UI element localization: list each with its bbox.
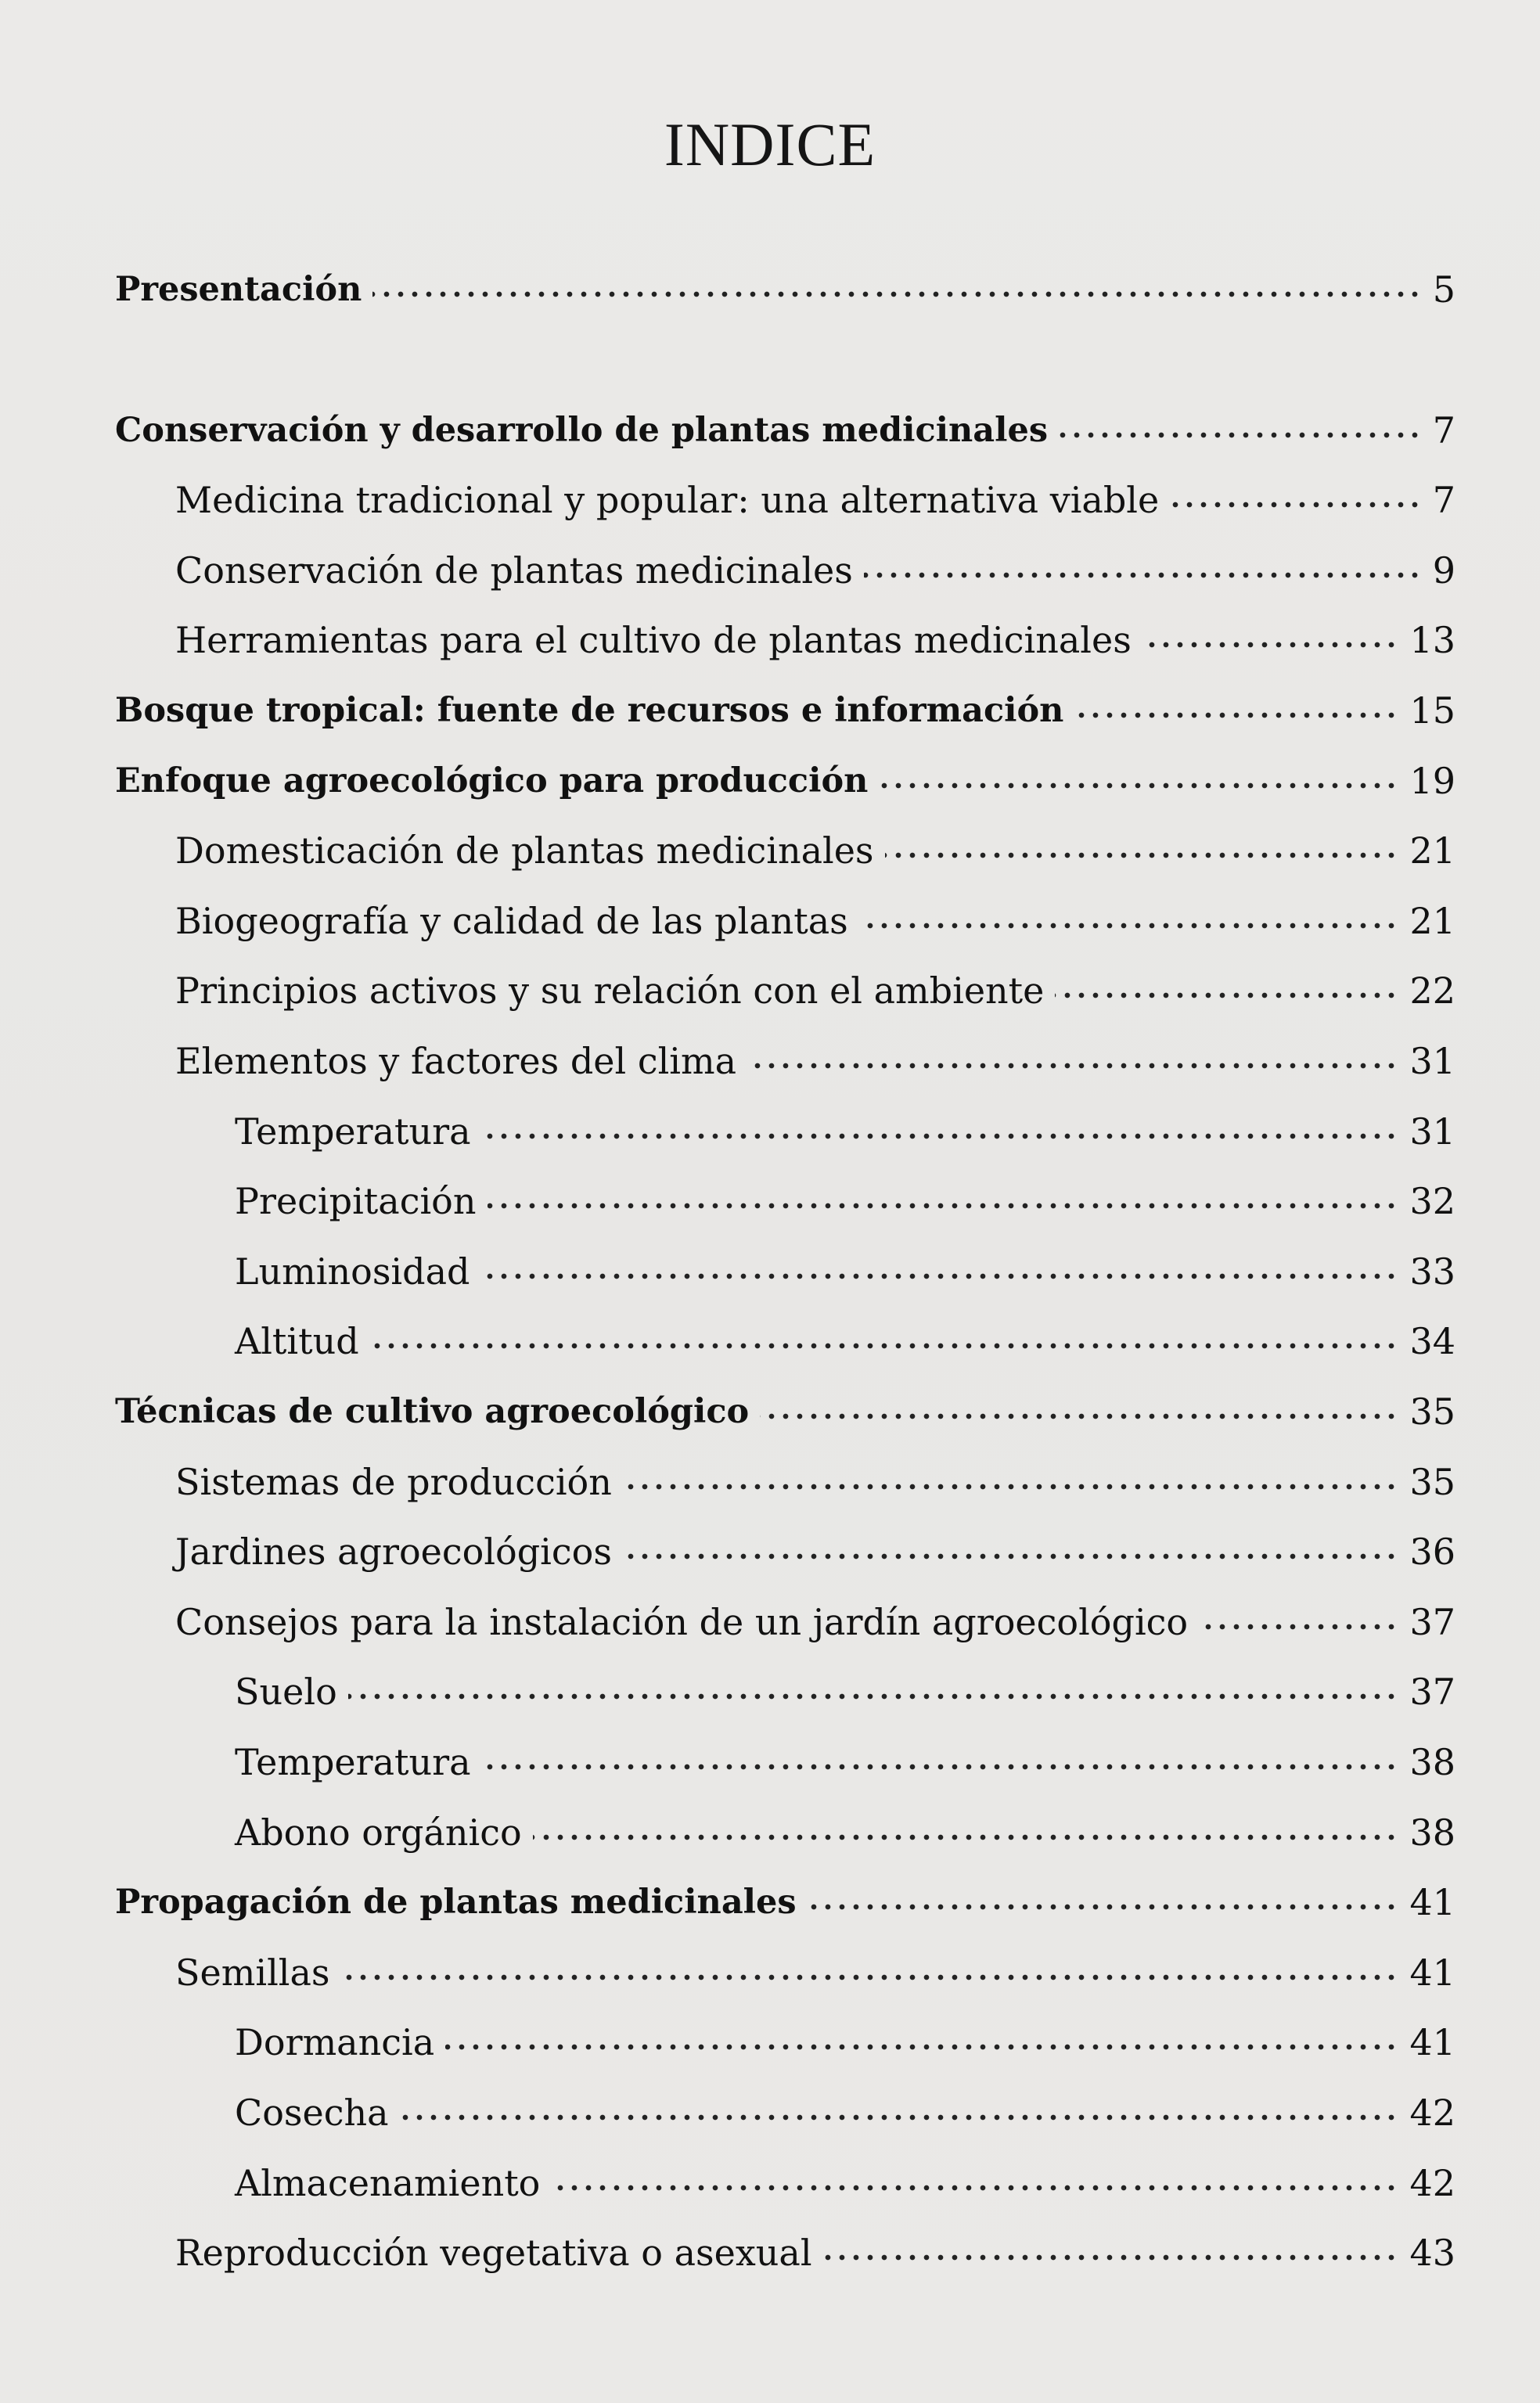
toc-entry[interactable] (0, 1314, 1540, 1369)
toc-entry[interactable] (0, 754, 1540, 808)
dot-leader (823, 2241, 1398, 2263)
toc-page-number: 7 (1432, 479, 1455, 521)
toc-entry[interactable] (0, 1595, 1540, 1649)
dot-leader (482, 1120, 1398, 1142)
dot-leader (480, 1260, 1398, 1282)
toc-entry-title: Medicina tradicional y popular: una alternativa viable (175, 479, 1160, 521)
dot-leader (1199, 1610, 1398, 1632)
index-title: INDICE (664, 110, 876, 178)
toc-page-number: 41 (1409, 2021, 1455, 2063)
toc-page-number: 21 (1409, 829, 1455, 872)
toc-page-number: 41 (1409, 1952, 1455, 1994)
toc-entry-title: Temperatura (235, 1110, 471, 1153)
toc-entry-title: Temperatura (235, 1741, 471, 1783)
toc-entry-title: Domesticación de plantas medicinales (175, 829, 874, 872)
toc-entry-title: Propagación de plantas medicinales (115, 1883, 797, 1922)
toc-entry-title: Cosecha (235, 2092, 389, 2134)
dot-leader (1170, 488, 1422, 510)
toc-entry[interactable] (0, 2225, 1540, 2280)
toc-entry-title: Biogeografía y calidad de las plantas (175, 900, 848, 942)
dot-leader (533, 1821, 1398, 1843)
toc-page-number: 5 (1432, 268, 1455, 311)
toc-entry[interactable] (0, 1384, 1540, 1439)
toc-page-number: 35 (1409, 1461, 1455, 1503)
toc-entry[interactable] (0, 2015, 1540, 2070)
toc-entry-title: Consejos para la instalación de un jardín agroecológico (175, 1601, 1189, 1643)
toc-entry[interactable] (0, 2085, 1540, 2140)
toc-entry-title: Conservación de plantas medicinales (175, 549, 853, 592)
toc-page-number: 31 (1409, 1040, 1455, 1082)
toc-entry[interactable] (0, 1735, 1540, 1790)
dot-leader (445, 2031, 1398, 2052)
toc-entry-title: Almacenamiento (235, 2162, 541, 2204)
toc-entry-title: Presentación (115, 270, 362, 309)
dot-leader (885, 839, 1398, 861)
toc-entry-title: Suelo (235, 1671, 337, 1713)
toc-entry-title: Reproducción vegetativa o asexual (175, 2232, 812, 2274)
toc-page-number: 37 (1409, 1601, 1455, 1643)
dot-leader (1074, 699, 1398, 721)
toc-entry[interactable] (0, 1875, 1540, 1930)
toc-page-number: 31 (1409, 1110, 1455, 1153)
toc-entry[interactable] (0, 1244, 1540, 1299)
toc-page-number: 21 (1409, 900, 1455, 942)
dot-leader (400, 2101, 1398, 2123)
toc-entry-title: Altitud (235, 1320, 359, 1362)
dot-leader (1055, 979, 1398, 1001)
toc-entry[interactable] (0, 1104, 1540, 1159)
toc-entry[interactable] (0, 262, 1540, 317)
toc-entry-title: Abono orgánico (235, 1811, 522, 1854)
toc-page-number: 34 (1409, 1320, 1455, 1362)
toc-entry-title: Principios activos y su relación con el ambiente (175, 969, 1045, 1012)
dot-leader (859, 909, 1398, 931)
dot-leader (372, 278, 1422, 300)
dot-leader (551, 2171, 1398, 2193)
toc-entry-title: Dormancia (235, 2021, 435, 2063)
toc-page-number: 7 (1432, 409, 1455, 451)
toc-page-number: 9 (1432, 549, 1455, 592)
dot-leader (370, 1329, 1398, 1351)
toc-entry-title: Semillas (175, 1952, 330, 1994)
toc-entry[interactable] (0, 2156, 1540, 2211)
toc-page-number: 22 (1409, 969, 1455, 1012)
toc-entry[interactable] (0, 543, 1540, 598)
dot-leader (760, 1400, 1398, 1422)
dot-leader (747, 1049, 1398, 1071)
toc-entry-title: Elementos y factores del clima (175, 1040, 737, 1082)
dot-leader (341, 1961, 1398, 1983)
toc-page-number: 42 (1409, 2092, 1455, 2134)
toc-entry[interactable] (0, 1174, 1540, 1228)
toc-entry-title: Enfoque agroecológico para producción (115, 761, 869, 800)
toc-entry[interactable] (0, 1664, 1540, 1719)
toc-entry[interactable] (0, 1034, 1540, 1088)
dot-leader (864, 559, 1422, 581)
toc-page-number: 19 (1409, 760, 1455, 802)
toc-page-number: 41 (1409, 1881, 1455, 1923)
dot-leader (623, 1470, 1398, 1492)
toc-page-number: 38 (1409, 1811, 1455, 1854)
toc-page-number: 13 (1409, 619, 1455, 661)
dot-leader (623, 1540, 1398, 1562)
toc-entry[interactable] (0, 823, 1540, 878)
toc-entry[interactable] (0, 1945, 1540, 2000)
dot-leader (879, 769, 1398, 791)
toc-page-number: 32 (1409, 1180, 1455, 1222)
toc-entry[interactable] (0, 894, 1540, 948)
toc-entry-title: Precipitación (235, 1180, 477, 1222)
toc-entry[interactable] (0, 1805, 1540, 1860)
toc-page-number: 15 (1409, 689, 1455, 732)
toc-page-number: 43 (1409, 2232, 1455, 2274)
toc-entry[interactable] (0, 403, 1540, 458)
toc-entry[interactable] (0, 1524, 1540, 1579)
dot-leader (488, 1189, 1398, 1211)
toc-entry-title: Bosque tropical: fuente de recursos e información (115, 691, 1064, 730)
toc-page-number: 38 (1409, 1741, 1455, 1783)
toc-page-number: 33 (1409, 1250, 1455, 1293)
toc-entry-title: Jardines agroecológicos (175, 1531, 612, 1573)
toc-page-number: 42 (1409, 2162, 1455, 2204)
toc-entry-title: Técnicas de cultivo agroecológico (115, 1392, 750, 1431)
toc-entry-title: Herramientas para el cultivo de plantas medicinales (175, 619, 1132, 661)
toc-entry[interactable] (0, 963, 1540, 1018)
toc-page-number: 35 (1409, 1390, 1455, 1433)
dot-leader (1142, 628, 1398, 650)
toc-entry-title: Sistemas de producción (175, 1461, 612, 1503)
toc-page-number: 36 (1409, 1531, 1455, 1573)
toc-entry-title: Luminosidad (235, 1250, 470, 1293)
toc-entry-title: Conservación y desarrollo de plantas medicinales (115, 411, 1049, 450)
dot-leader (808, 1890, 1398, 1912)
dot-leader (482, 1750, 1398, 1772)
dot-leader (348, 1680, 1398, 1702)
toc-entry[interactable] (0, 473, 1540, 527)
dot-leader (1059, 419, 1422, 441)
toc-page-number: 37 (1409, 1671, 1455, 1713)
toc-entry[interactable] (0, 613, 1540, 667)
toc-entry[interactable] (0, 683, 1540, 738)
toc-entry[interactable] (0, 1455, 1540, 1509)
